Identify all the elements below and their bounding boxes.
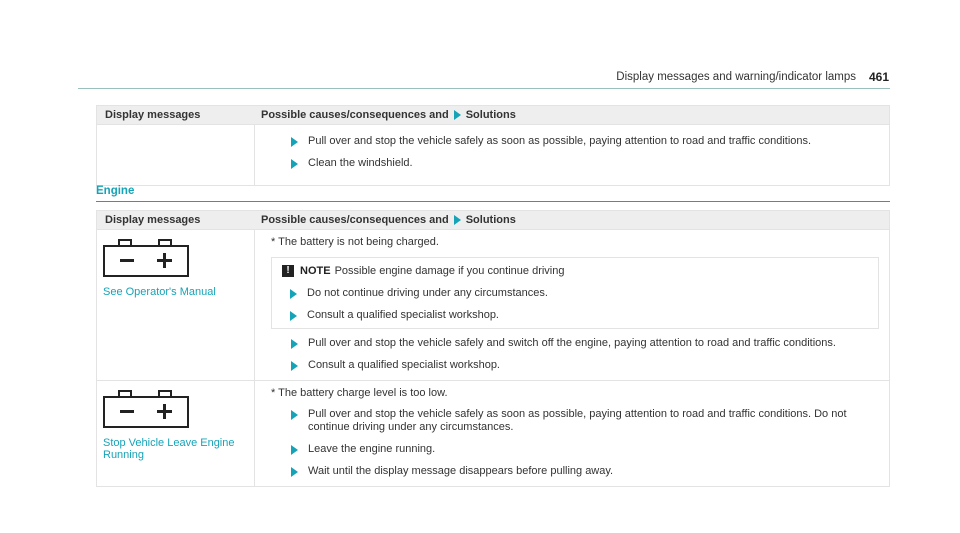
column-header-causes-label: Possible causes/consequences and — [261, 214, 449, 226]
table-row — [97, 380, 889, 486]
list-item-text: Leave the engine running. — [308, 443, 436, 455]
list-item-text: Pull over and stop the vehicle safely as soon as possible, paying attention to road and traffic conditions. — [308, 135, 812, 147]
battery-icon — [103, 389, 193, 431]
page-number: 461 — [868, 70, 889, 84]
list-item — [290, 287, 878, 300]
table-header — [97, 106, 889, 124]
column-header-causes — [255, 109, 889, 121]
display-messages-table-1 — [96, 105, 890, 186]
display-messages-table-2 — [96, 210, 890, 487]
column-header-causes — [255, 214, 889, 226]
table-row — [97, 124, 889, 185]
list-item — [291, 408, 879, 434]
display-cell — [97, 230, 255, 380]
display-cell — [97, 381, 255, 486]
arrow-right-icon — [291, 467, 298, 477]
solutions-cell — [255, 125, 889, 185]
arrow-right-icon — [290, 311, 297, 321]
note-box — [271, 257, 879, 329]
display-cell — [97, 125, 255, 185]
column-header-display: Display messages — [105, 214, 201, 226]
list-item — [291, 135, 879, 148]
cause-text: * The battery charge level is too low. — [271, 387, 448, 399]
table-row — [97, 229, 889, 380]
display-message-link[interactable]: Stop Vehicle Leave Engine Running — [103, 437, 235, 461]
list-item — [291, 337, 879, 350]
page-header-title: Display messages and warning/indicator lamps — [616, 71, 856, 83]
solutions-cell — [255, 230, 889, 380]
list-item — [290, 309, 878, 322]
display-message-link[interactable]: See Operator's Manual — [103, 286, 216, 298]
column-header-solutions-label: Solutions — [465, 109, 516, 121]
list-item-text: Pull over and stop the vehicle safely and switch off the engine, paying attention to road and traffic conditions. — [308, 337, 836, 349]
list-item — [291, 157, 879, 170]
arrow-right-icon — [291, 410, 298, 420]
list-item — [291, 359, 879, 372]
arrow-right-icon — [291, 137, 298, 147]
list-item-text: Do not continue driving under any circumstances. — [307, 287, 548, 299]
header-divider — [78, 88, 890, 89]
arrow-right-icon — [291, 339, 298, 349]
arrow-right-icon — [291, 361, 298, 371]
section-divider — [96, 201, 890, 202]
arrow-right-icon — [291, 445, 298, 455]
note-label: NOTE — [300, 265, 331, 277]
list-item — [291, 443, 879, 456]
solutions-cell — [255, 381, 889, 486]
section-title: Engine — [96, 185, 135, 197]
battery-icon — [103, 238, 193, 280]
list-item-text: Consult a qualified specialist workshop. — [308, 359, 500, 371]
list-item — [291, 465, 879, 478]
cause-text: * The battery is not being charged. — [271, 236, 439, 248]
note-text: Possible engine damage if you continue driving — [334, 265, 565, 277]
note-header — [282, 265, 878, 277]
list-item-text: Consult a qualified specialist workshop. — [307, 309, 499, 321]
arrow-right-icon — [454, 215, 461, 225]
column-header-display: Display messages — [105, 109, 201, 121]
list-item-text: Wait until the display message disappears before pulling away. — [308, 465, 614, 477]
list-item-text: Pull over and stop the vehicle safely as soon as possible, paying attention to road and traffic conditions. Do not continue driving under any circumstances. — [308, 408, 847, 433]
arrow-right-icon — [291, 159, 298, 169]
column-header-causes-label: Possible causes/consequences and — [261, 109, 449, 121]
arrow-right-icon — [290, 289, 297, 299]
table-header — [97, 211, 889, 229]
column-header-solutions-label: Solutions — [465, 214, 516, 226]
arrow-right-icon — [454, 110, 461, 120]
warning-icon: ! — [282, 265, 294, 277]
list-item-text: Clean the windshield. — [308, 157, 413, 169]
